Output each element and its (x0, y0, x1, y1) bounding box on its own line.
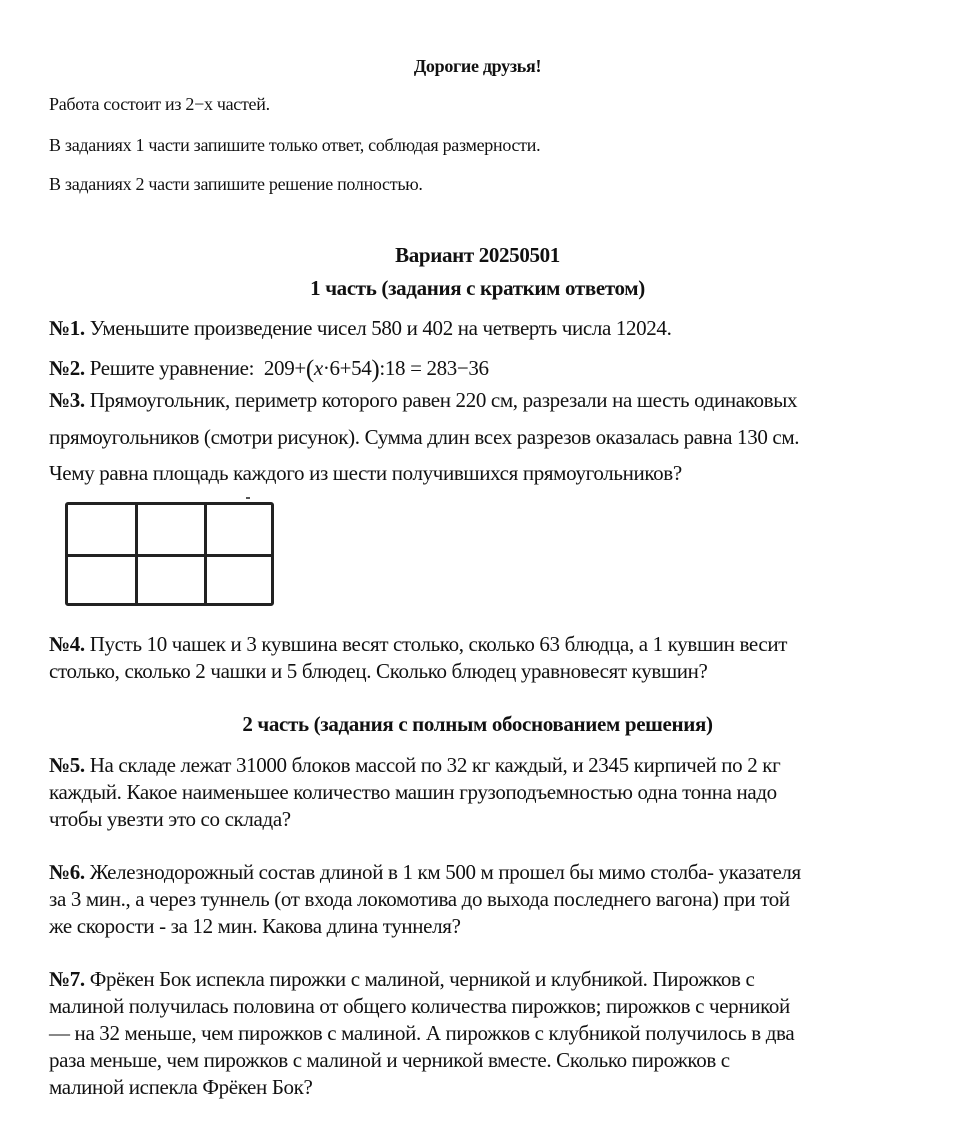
intro-line: В заданиях 2 части запишите решение полностью. (49, 174, 423, 194)
task-text-line: прямоугольников (смотри рисунок). Сумма длин всех разрезов оказалась равна 130 см. (49, 425, 800, 449)
task-text: Прямоугольник, периметр которого равен 220 см, разрезали на шесть одинаковых (89, 388, 798, 412)
task-text: На складе лежат 31000 блоков массой по 32 кг каждый, и 2345 кирпичей по 2 кг (89, 753, 781, 777)
task-text: Решите уравнение: (89, 356, 255, 380)
grid-line-horizontal (68, 554, 271, 557)
equation-part: :18 = 283−36 (379, 356, 489, 380)
task-number: №4. (49, 632, 85, 656)
task-text-line: же скорости - за 12 мин. Какова длина туннеля? (49, 914, 461, 938)
equation-paren: ( (305, 356, 314, 383)
task-text: Уменьшите произведение чисел 580 и 402 на четверть числа 12024. (89, 316, 672, 340)
task-3 (49, 388, 797, 413)
task-text-line: — на 32 меньше, чем пирожков с малиной. А пирожков с клубникой получилось в два (49, 1021, 795, 1045)
task-number: №7. (49, 967, 85, 991)
intro-line: В заданиях 1 части запишите только ответ, соблюдая размерности. (49, 135, 541, 155)
task-text-line: малиной получилась половина от общего количества пирожков; пирожков с черникой (49, 994, 790, 1018)
task-text-line: чтобы увезти это со склада? (49, 807, 291, 831)
task-text: Фрёкен Бок испекла пирожки с малиной, черникой и клубникой. Пирожков с (89, 967, 755, 991)
task-number: №1. (49, 316, 85, 340)
task-7 (49, 967, 755, 992)
task-text: Железнодорожный состав длиной в 1 км 500 м прошел бы мимо столба- указателя (89, 860, 801, 884)
part2-heading: 2 часть (задания с полным обоснованием решения) (242, 712, 713, 736)
equation-paren: ) (371, 356, 380, 383)
task-number: №3. (49, 388, 85, 412)
figure-mark (246, 497, 250, 499)
task-5 (49, 753, 780, 778)
task-text-line: раза меньше, чем пирожков с малиной и черникой вместе. Сколько пирожков с (49, 1048, 730, 1072)
part1-heading: 1 часть (задания с кратким ответом) (310, 276, 645, 300)
task-number: №2. (49, 356, 85, 380)
task-1 (49, 316, 671, 341)
task-number: №5. (49, 753, 85, 777)
variant-title: Вариант 20250501 (395, 243, 560, 267)
task-text-line: каждый. Какое наименьшее количество машин грузоподъемностью одна тонна надо (49, 780, 777, 804)
rectangle-grid-figure (65, 502, 274, 606)
equation-variable: x (313, 356, 323, 380)
task-text-line: за 3 мин., а через туннель (от входа локомотива до выхода последнего вагона) при той (49, 887, 790, 911)
task-text-line: Чему равна площадь каждого из шести получившихся прямоугольников? (49, 461, 682, 485)
intro-line: Работа состоит из 2−х частей. (49, 94, 270, 114)
task-2 (49, 356, 489, 384)
equation (259, 356, 489, 383)
equation-part: 209+ (263, 356, 306, 380)
task-text-line: малиной испекла Фрёкен Бок? (49, 1075, 313, 1099)
greeting-heading: Дорогие друзья! (413, 56, 542, 76)
task-number: №6. (49, 860, 85, 884)
task-text-line: столько, сколько 2 чашки и 5 блюдец. Сколько блюдец уравновесят кувшин? (49, 659, 708, 683)
task-text: Пусть 10 чашек и 3 кувшина весят столько, сколько 63 блюдца, а 1 кувшин весит (89, 632, 788, 656)
task-6 (49, 860, 801, 885)
equation-part: ·6+54 (322, 356, 372, 380)
task-4 (49, 632, 787, 657)
